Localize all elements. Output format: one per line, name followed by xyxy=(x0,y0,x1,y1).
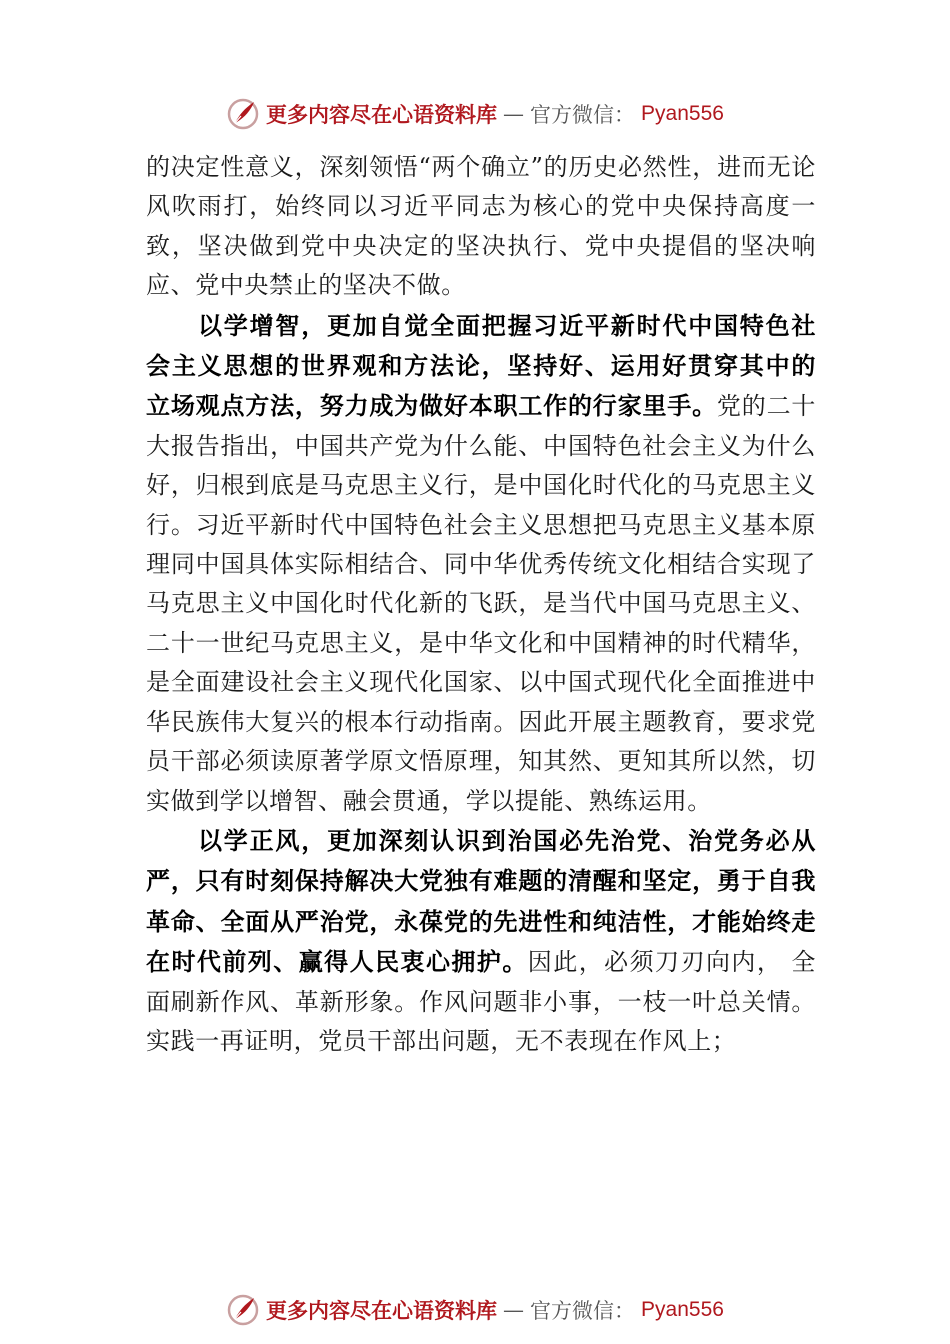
paragraph-3-body: 因此，必须刀刃向内， 全面刷新作风、革新形象。作风问题非小事，一枝一叶总关情。实践一再证明，党员干部出问题，无不表现在作风上； xyxy=(146,948,817,1055)
watermark-wechat-label: 官方微信： xyxy=(530,1299,636,1323)
watermark-separator: — xyxy=(503,102,525,126)
watermark-wechat-id: Pyan556 xyxy=(641,102,724,125)
paragraph-3-lead: 以学正风，更加深刻认识到治国必先治党、治党务必从严，只有时刻保持解决大党独有难题的清醒和坚定，勇于自我革命、全面从严治党，永葆党的先进性和纯洁性，才能始终走在时代前列、赢得人民衷心拥护。 xyxy=(146,825,816,977)
watermark-wechat-id: Pyan556 xyxy=(641,1298,724,1321)
document-body xyxy=(146,148,816,1061)
quill-logo-icon xyxy=(226,1293,260,1327)
watermark-brand: 更多内容尽在心语资料库 xyxy=(266,102,498,127)
quill-logo-icon xyxy=(226,97,260,131)
watermark-wechat-label: 官方微信： xyxy=(530,103,636,127)
paragraph-2-lead: 以学增智，更加自觉全面把握习近平新时代中国特色社 会主义思想的世界观和方法论，坚持好、运用好贯穿其中的 立场观点方法，努力成为做好本职工作的行家里手。 xyxy=(146,310,816,421)
paragraph-3 xyxy=(146,821,816,1061)
paragraph-2 xyxy=(146,306,816,821)
watermark-header xyxy=(0,94,950,134)
watermark-footer xyxy=(0,1290,950,1330)
paragraph-1 xyxy=(146,148,816,306)
watermark-brand: 更多内容尽在心语资料库 xyxy=(266,1298,498,1323)
paragraph-1-body: 的决定性意义，深刻领悟“两个确立”的历史必然性，进而无论风吹雨打，始终同以习近平同志为核心的党中央保持高度一致，坚决做到党中央决定的坚决执行、党中央提倡的坚决响应、党中央禁止的坚决不做。 xyxy=(146,153,816,300)
paragraph-2-body: 党的二十大报告指出，中国共产党为什么能、中国特色社会主义为什么好，归根到底是马克思主义行，是中国化时代化的马克思主义行。习近平新时代中国特色社会主义思想把马克思主义基本原理同中国具体实际相结合、同中华优秀传统文化相结合实现了马克思主义中国化时代化新的飞跃，是当代中国马克思主义、二十一世纪马克思主义，是中华文化和中国精神的时代精华，是全面建设社会主义现代化国家、以中国式现代化全面推进中华民族伟大复兴的根本行动指南。因此开展主题教育，要求党员干部必须读原著学原文悟原理，知其然、更知其所以然，切实做到学以增智、融会贯通，学以提能、熟练运用。 xyxy=(146,392,816,815)
watermark-separator: — xyxy=(503,1298,525,1322)
